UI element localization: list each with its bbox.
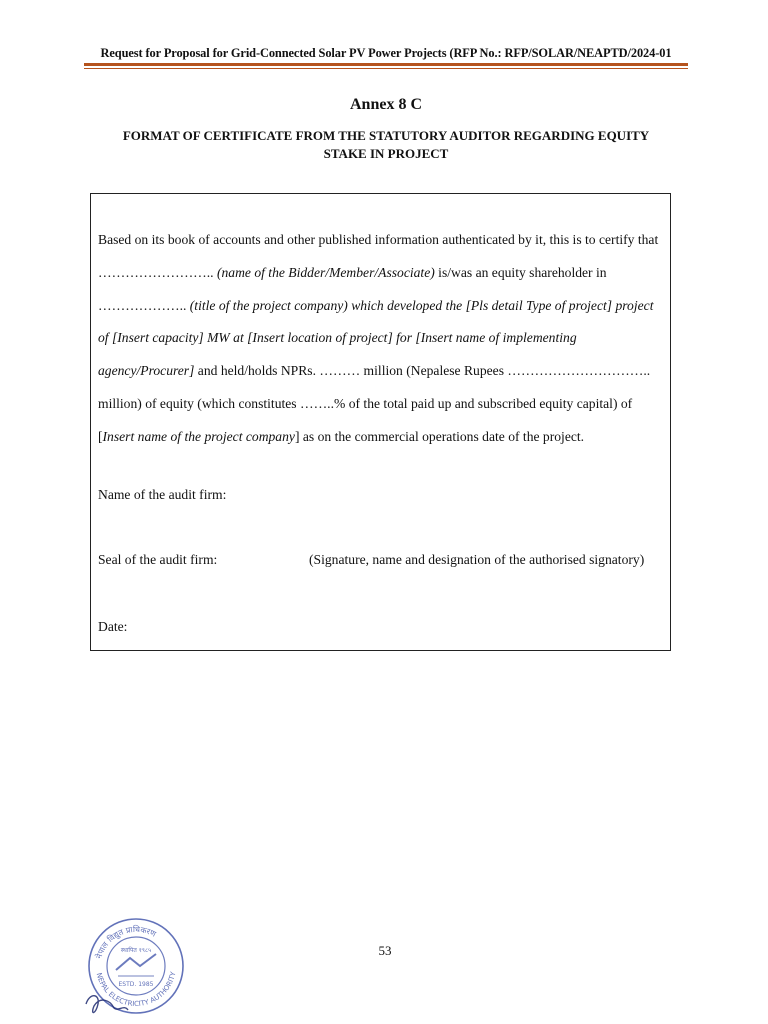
header-rule-thick: [84, 63, 688, 66]
seal-est-text: ESTD. 1985: [118, 981, 154, 988]
certificate-segment: (name of the Bidder/Member/Associate): [216, 264, 435, 280]
date-label: Date:: [98, 619, 128, 634]
page-header: Request for Proposal for Grid-Connected Solar PV Power Projects (RFP No.: RFP/SOLAR/NEAPTD/2024-01: [100, 46, 672, 60]
annex-title: Annex 8 C: [349, 96, 422, 113]
form-title-line2: STAKE IN PROJECT: [323, 146, 449, 161]
signature-label: (Signature, name and designation of the authorised signatory): [309, 552, 645, 567]
seal-bottom-text: NEPAL ELECTRICITY AUTHORITY: [94, 971, 178, 1009]
certificate-box: [90, 193, 671, 651]
seal-top-text: नेपाल विद्युत प्राधिकरण: [94, 924, 158, 960]
authority-seal-icon: [80, 908, 190, 1020]
audit-firm-label: Name of the audit firm:: [98, 487, 227, 502]
seal-label: Seal of the audit firm:: [98, 552, 218, 567]
certificate-segment: is/was an equity shareholder in ………………..: [98, 264, 607, 313]
form-title-line1: FORMAT OF CERTIFICATE FROM THE STATUTORY AUDITOR REGARDING EQUITY: [122, 128, 650, 143]
form-title: [90, 127, 682, 163]
seal-inner-text: स्थापित १९८५: [120, 947, 152, 954]
page-number: 53: [378, 943, 392, 958]
certificate-segment: ] as on the commercial operations date of the project.: [294, 428, 585, 444]
certificate-segment: Based on its book of accounts and other published information authenticated by it, this is to certify that ……………………..: [98, 232, 659, 280]
certificate-segment: Insert name of the project company: [102, 428, 295, 444]
header-rule-thin: [84, 68, 688, 69]
certificate-segment: and held/holds NPRs. ……… million (Nepalese Rupees ………………………….. million) of equity (which constitutes ……..% of the total paid up and subscribed equity capital) of [: [98, 363, 651, 444]
certificate-body: [98, 224, 666, 454]
certificate-segment: (title of the project company) which developed the [Pls detail Type of project] project of [Insert capacity] MW at [Insert location of project] for [Insert name of implementing agency/Procurer]: [98, 297, 654, 379]
